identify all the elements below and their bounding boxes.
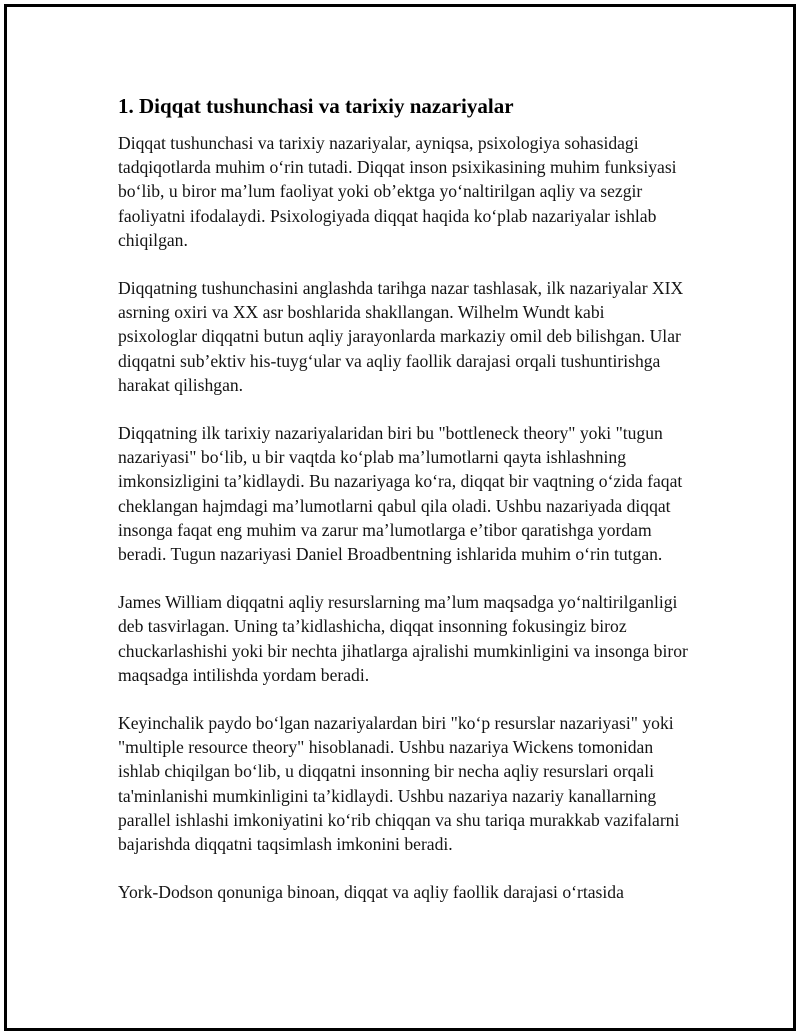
paragraph-3: Diqqatning ilk tarixiy nazariyalaridan biri bu "bottleneck theory" yoki "tugun nazariyasi" boʻlib, u bir vaqtda koʻplab maʼlumotlarni qayta ishlashning imkonsizligini taʼkidlaydi. Bu nazariyaga koʻra, diqqat bir vaqtning oʻzida faqat cheklangan hajmdagi maʼlumotlarni qabul qila oladi. Ushbu nazariyada diqqat insonga faqat eng muhim va zarur maʼlumotlarga eʼtibor qaratishga yordam beradi. Tugun nazariyasi Daniel Broadbentning ishlarida muhim oʻrin tutgan.: [118, 423, 683, 565]
document-body: [118, 92, 688, 928]
paragraph-1: Diqqat tushunchasi va tarixiy nazariyalar, ayniqsa, psixologiya sohasidagi tadqiqotlarda muhim oʻrin tutadi. Diqqat inson psixikasining muhim funksiyasi boʻlib, u biror maʼlum faoliyat yoki obʼektga yoʻnaltirilgan aqliy va sezgir faoliyatni ifodalaydi. Psixologiyada diqqat haqida koʻplab nazariyalar ishlab chiqilgan.: [118, 133, 677, 250]
section-heading: 1. Diqqat tushunchasi va tarixiy nazariyalar: [118, 94, 514, 118]
paragraph-4: James William diqqatni aqliy resurslarning maʼlum maqsadga yoʻnaltirilganligi deb tasvirlagan. Uning taʼkidlashicha, diqqat insonning fokusingiz biroz chuckarlashishi yoki bir nechta jihatlarga ajralishi mumkinligini va insonga biror maqsadga intilishda yordam beradi.: [118, 592, 688, 685]
paragraph-2: Diqqatning tushunchasini anglashda tarihga nazar tashlasak, ilk nazariyalar XIX asrning oxiri va XX asr boshlarida shakllangan. Wilhelm Wundt kabi psixologlar diqqatni butun aqliy jarayonlarda markaziy omil deb bilishgan. Ular diqqatni subʼektiv his-tuygʻular va aqliy faollik darajasi orqali tushuntirishga harakat qilishgan.: [118, 278, 684, 395]
paragraph-6: York-Dodson qonuniga binoan, diqqat va aqliy faollik darajasi oʻrtasida: [118, 882, 624, 903]
paragraph-5: Keyinchalik paydo boʻlgan nazariyalardan biri "koʻp resurslar nazariyasi" yoki "multiple resource theory" hisoblanadi. Ushbu nazariya Wickens tomonidan ishlab chiqilgan boʻlib, u diqqatni insonning bir necha aqliy resurslari orqali ta'minlanishi mumkinligini taʼkidlaydi. Ushbu nazariya nazariy kanallarning parallel ishlashi imkoniyatini koʻrib chiqqan va shu tariqa murakkab vazifalarni bajarishda diqqatni taqsimlash imkonini beradi.: [118, 713, 680, 855]
